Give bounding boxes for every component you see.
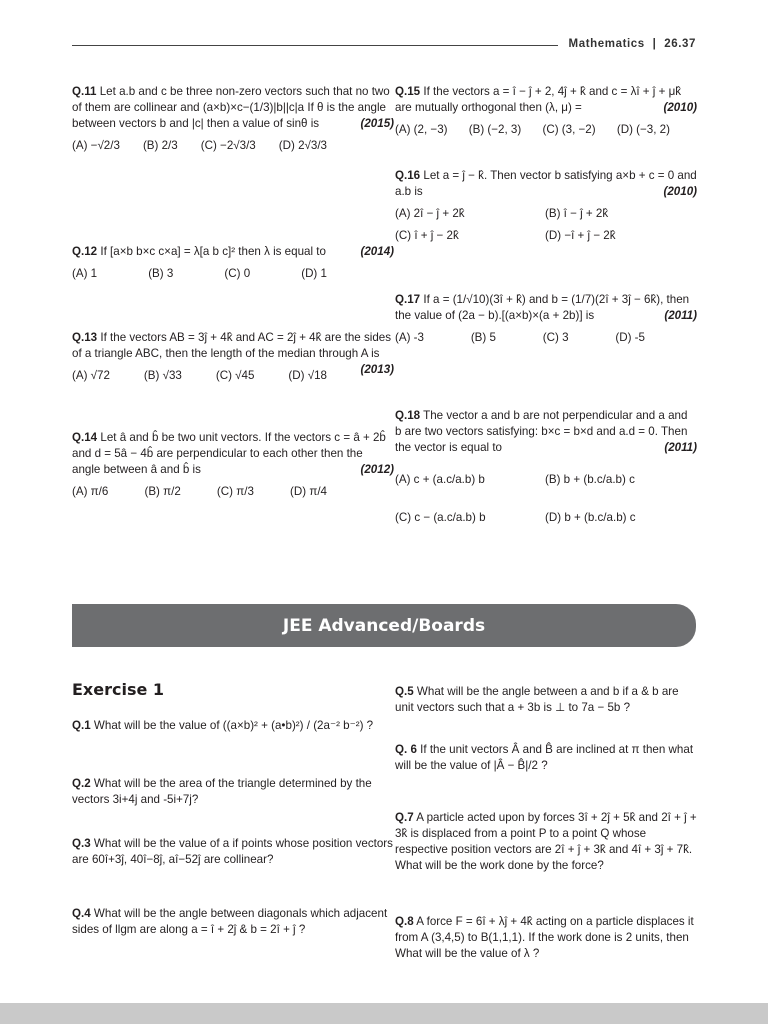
question-number: Q.4	[72, 907, 91, 920]
question-text: What will be the value of a if points whose position vectors are 60î+3ĵ, 40î−8ĵ, aî−52ĵ are collinear?	[72, 837, 393, 866]
question-text: The vector a and b are not perpendicular and a and b are two vectors satisfying: b×c = b×d and a.d = 0. Then the vector is equal to	[395, 409, 688, 454]
options	[72, 484, 327, 500]
option-c: (C) −2√3/3	[200, 139, 256, 152]
option-a: (A) -3	[395, 331, 424, 344]
option-d: (D) (−3, 2)	[616, 123, 670, 136]
footer-bar	[0, 1003, 768, 1024]
option-d: (D) -5	[615, 331, 645, 344]
option-b: (B) î − ĵ + 2k̂	[545, 207, 609, 220]
exercise-q7	[395, 810, 697, 874]
question-text: What will be the angle between a and b if a & b are unit vectors such that a + 3b is ⊥ to 7a − 5b ?	[395, 685, 679, 714]
option-c: (C) c − (a.c/a.b) b	[395, 511, 486, 524]
section-title: JEE Advanced/Boards	[282, 616, 486, 636]
question-year: (2010)	[663, 185, 697, 198]
question-number: Q. 6	[395, 743, 417, 756]
option-c: (C) √45	[215, 369, 255, 382]
question-year: (2014)	[360, 245, 394, 258]
question-text: What will be the area of the triangle determined by the vectors 3i+4j and -5i+7j?	[72, 777, 372, 806]
option-b: (B) b + (b.c/a.b) c	[545, 473, 635, 486]
question-year: (2013)	[360, 363, 394, 376]
question-number: Q.16	[395, 169, 421, 182]
option-a: (A) 2î − ĵ + 2k̂	[395, 207, 465, 220]
section-band	[72, 604, 696, 647]
question-number: Q.14	[72, 431, 98, 444]
question-text: Let â and b̂ be two unit vectors. If the vectors c = â + 2b̂ and d = 5â − 4b̂ are perpendicular to each other then the angle between â and b̂ is	[72, 431, 386, 476]
header-subject: Mathematics	[568, 38, 645, 50]
question-text: Let a.b and c be three non-zero vectors such that no two of them are collinear and (a×b)×c−(1/3)|b||c|a If θ is the angle between vectors b and |c| then a value of sinθ is	[72, 85, 390, 130]
question-text: What will be the angle between diagonals which adjacent sides of llgm are along a = î + 2ĵ & b = 2î + ĵ ?	[72, 907, 388, 936]
option-d: (D) 1	[301, 267, 327, 280]
option-c: (C) î + ĵ − 2k̂	[395, 229, 459, 242]
question-number: Q.11	[72, 85, 97, 98]
option-a: (A) 1	[72, 267, 98, 280]
question-year: (2015)	[360, 117, 394, 130]
option-a: (A) π/6	[72, 485, 109, 498]
options	[72, 368, 327, 384]
question-q13	[72, 330, 394, 384]
question-year: (2012)	[360, 463, 394, 476]
option-b: (B) 2/3	[142, 139, 178, 152]
question-number: Q.18	[395, 409, 421, 422]
question-q15	[395, 84, 697, 138]
exercise-q4	[72, 906, 394, 938]
question-text: A particle acted upon by forces 3î + 2ĵ + 5k̂ and 2î + ĵ + 3k̂ is displaced from a point P to a point Q whose respective position vectors are 2î + ĵ + 3k̂ and 4î + 3ĵ + 7k̂. What will be the work done by the force?	[395, 811, 697, 872]
question-text: If [a×b b×c c×a] = λ[a b c]² then λ is equal to	[100, 245, 326, 258]
options	[395, 330, 645, 346]
option-a: (A) √72	[72, 369, 110, 382]
question-number: Q.2	[72, 777, 91, 790]
option-d: (D) 2√3/3	[278, 139, 327, 152]
option-c: (C) 3	[542, 331, 569, 344]
option-b: (B) (−2, 3)	[468, 123, 522, 136]
exercise-q3	[72, 836, 394, 868]
option-a: (A) c + (a.c/a.b) b	[395, 473, 485, 486]
exercise-q5	[395, 684, 697, 716]
question-text: If the unit vectors Â and B̂ are inclined at π then what will be the value of |Â − B̂|/2 ?	[395, 743, 694, 772]
option-b: (B) 3	[148, 267, 174, 280]
question-number: Q.5	[395, 685, 414, 698]
header-rule	[72, 45, 558, 46]
options	[395, 472, 697, 526]
option-c: (C) 0	[224, 267, 251, 280]
option-b: (B) √33	[143, 369, 182, 382]
header-page-number: 26.37	[664, 38, 696, 50]
option-c: (C) π/3	[216, 485, 254, 498]
question-number: Q.1	[72, 719, 91, 732]
question-text: What will be the value of ((a×b)² + (a•b)²) / (2a⁻² b⁻²) ?	[93, 719, 374, 732]
exercise-q6	[395, 742, 697, 774]
option-d: (D) π/4	[290, 485, 327, 498]
question-q14	[72, 430, 394, 500]
options	[72, 138, 327, 154]
question-q18	[395, 408, 697, 526]
question-text: If a = (1/√10)(3î + k̂) and b = (1/7)(2î + 3ĵ − 6k̂), then the value of (2a − b).[(a×b)×(a + 2b)] is	[395, 293, 690, 322]
question-text: Let a = ĵ − k̂. Then vector b satisfying a×b + c = 0 and a.b is	[395, 169, 697, 198]
question-year: (2011)	[664, 309, 697, 322]
running-header	[569, 38, 696, 50]
option-d: (D) b + (b.c/a.b) c	[545, 511, 636, 524]
question-number: Q.17	[395, 293, 421, 306]
option-b: (B) π/2	[144, 485, 181, 498]
option-b: (B) 5	[470, 331, 496, 344]
question-number: Q.3	[72, 837, 91, 850]
header-separator: |	[652, 38, 657, 50]
question-q17	[395, 292, 697, 346]
exercise-heading: Exercise 1	[72, 680, 165, 699]
question-number: Q.7	[395, 811, 414, 824]
options	[395, 122, 670, 138]
options	[72, 266, 327, 282]
question-year: (2010)	[663, 101, 697, 114]
question-text: If the vectors a = î − ĵ + 2, 4ĵ + k̂ and c = λî + ĵ + μk̂ are mutually orthogonal then (λ, μ) =	[395, 85, 682, 114]
exercise-q2	[72, 776, 394, 808]
exercise-q1	[72, 718, 394, 734]
question-q12	[72, 244, 394, 282]
question-number: Q.15	[395, 85, 421, 98]
question-number: Q.12	[72, 245, 98, 258]
option-a: (A) (2, −3)	[395, 123, 448, 136]
option-d: (D) −î + ĵ − 2k̂	[545, 229, 616, 242]
exercise-q8	[395, 914, 697, 962]
options	[395, 206, 697, 244]
question-text: A force F = 6î + λĵ + 4k̂ acting on a particle displaces it from A (3,4,5) to B(1,1,1). If the work done is 2 units, then What will be the value of λ ?	[395, 915, 694, 960]
option-a: (A) −√2/3	[72, 139, 120, 152]
question-year: (2011)	[664, 441, 697, 454]
question-number: Q.8	[395, 915, 414, 928]
question-text: If the vectors AB = 3ĵ + 4k̂ and AC = 2ĵ + 4k̂ are the sides of a triangle ABC, then the length of the median through A is	[72, 331, 392, 360]
question-q11	[72, 84, 394, 154]
question-number: Q.13	[72, 331, 98, 344]
option-c: (C) (3, −2)	[542, 123, 596, 136]
option-d: (D) √18	[288, 369, 327, 382]
question-q16	[395, 168, 697, 244]
